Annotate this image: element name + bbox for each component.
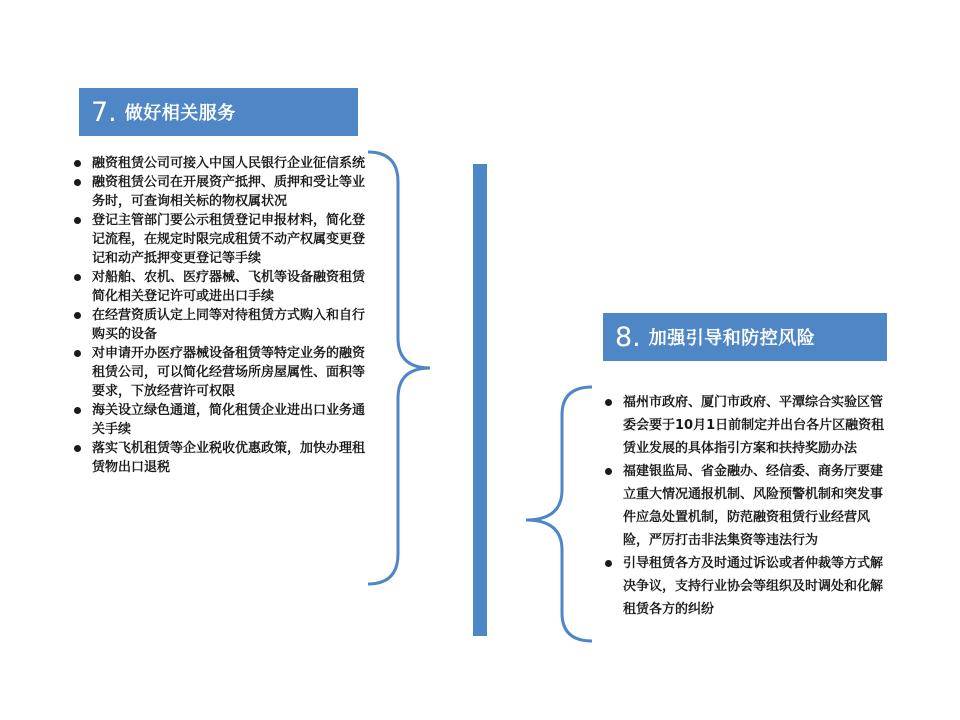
section-7-header <box>79 88 358 136</box>
list-item <box>72 211 372 268</box>
list-item-text: 在经营资质认定上同等对待租赁方式购入和自行购买的设备 <box>92 308 366 342</box>
list-item <box>603 552 893 621</box>
bullet-icon <box>605 399 612 406</box>
bullet-icon <box>74 350 81 357</box>
bullet-icon <box>74 312 81 319</box>
bullet-icon <box>74 274 81 281</box>
list-item-text: 融资租赁公司可接入中国人民银行企业征信系统 <box>92 156 366 171</box>
bullet-icon <box>605 560 612 567</box>
bullet-icon <box>74 217 81 224</box>
list-item <box>72 401 372 439</box>
list-item-text: 福建银监局、省金融办、经信委、商务厅要建立重大情况通报机制、风险预警机制和突发事件应急处置机制，防范融资租赁行业经营风险，严厉打击非法集资等违法行为 <box>623 464 884 548</box>
bullet-icon <box>605 468 612 475</box>
list-item <box>603 460 893 552</box>
section-7-title: 做好相关服务 <box>124 103 236 124</box>
bullet-icon <box>74 445 81 452</box>
list-item-text: 海关设立绿色通道，简化租赁企业进出口业务通关手续 <box>92 403 366 437</box>
bullet-icon <box>74 179 81 186</box>
list-item-text: 落实飞机租赁等企业税收优惠政策，加快办理租赁物出口退税 <box>92 441 366 475</box>
list-item <box>72 154 372 173</box>
list-item <box>72 268 372 306</box>
right-brace-icon <box>360 150 440 590</box>
center-divider <box>473 164 487 636</box>
list-item-text: 对船舶、农机、医疗器械、飞机等设备融资租赁简化相关登记许可或进出口手续 <box>92 270 366 304</box>
list-item <box>72 439 372 477</box>
section-8-header <box>603 313 887 361</box>
list-item-text: 对申请开办医疗器械设备租赁等特定业务的融资租赁公司，可以简化经营场所房屋属性、面积等要求，下放经营许可权限 <box>92 346 366 399</box>
list-item-text: 登记主管部门要公示租赁登记申报材料，简化登记流程，在规定时限完成租赁不动产权属变更登记和动产抵押变更登记等手续 <box>92 213 366 266</box>
section-7-list <box>72 154 372 477</box>
bullet-icon <box>74 160 81 167</box>
list-item <box>603 391 893 460</box>
list-item-text: 引导租赁各方及时通过诉讼或者仲裁等方式解决争议，支持行业协会等组织及时调处和化解租赁各方的纠纷 <box>623 556 884 617</box>
section-8-list <box>603 391 893 621</box>
list-item <box>72 306 372 344</box>
list-item <box>72 344 372 401</box>
section-8-title: 加强引导和防控风险 <box>648 328 816 349</box>
section-7-number: 7. <box>91 96 117 128</box>
list-item <box>72 173 372 211</box>
list-item-text: 福州市政府、厦门市政府、平潭综合实验区管委会要于10月1日前制定并出台各片区融资租赁业发展的具体指引方案和扶持奖励办法 <box>623 395 885 456</box>
left-brace-icon <box>520 385 600 645</box>
bullet-icon <box>74 407 81 414</box>
list-item-text: 融资租赁公司在开展资产抵押、质押和受让等业务时，可查询相关标的物权属状况 <box>92 175 366 209</box>
section-8-number: 8. <box>615 321 641 353</box>
